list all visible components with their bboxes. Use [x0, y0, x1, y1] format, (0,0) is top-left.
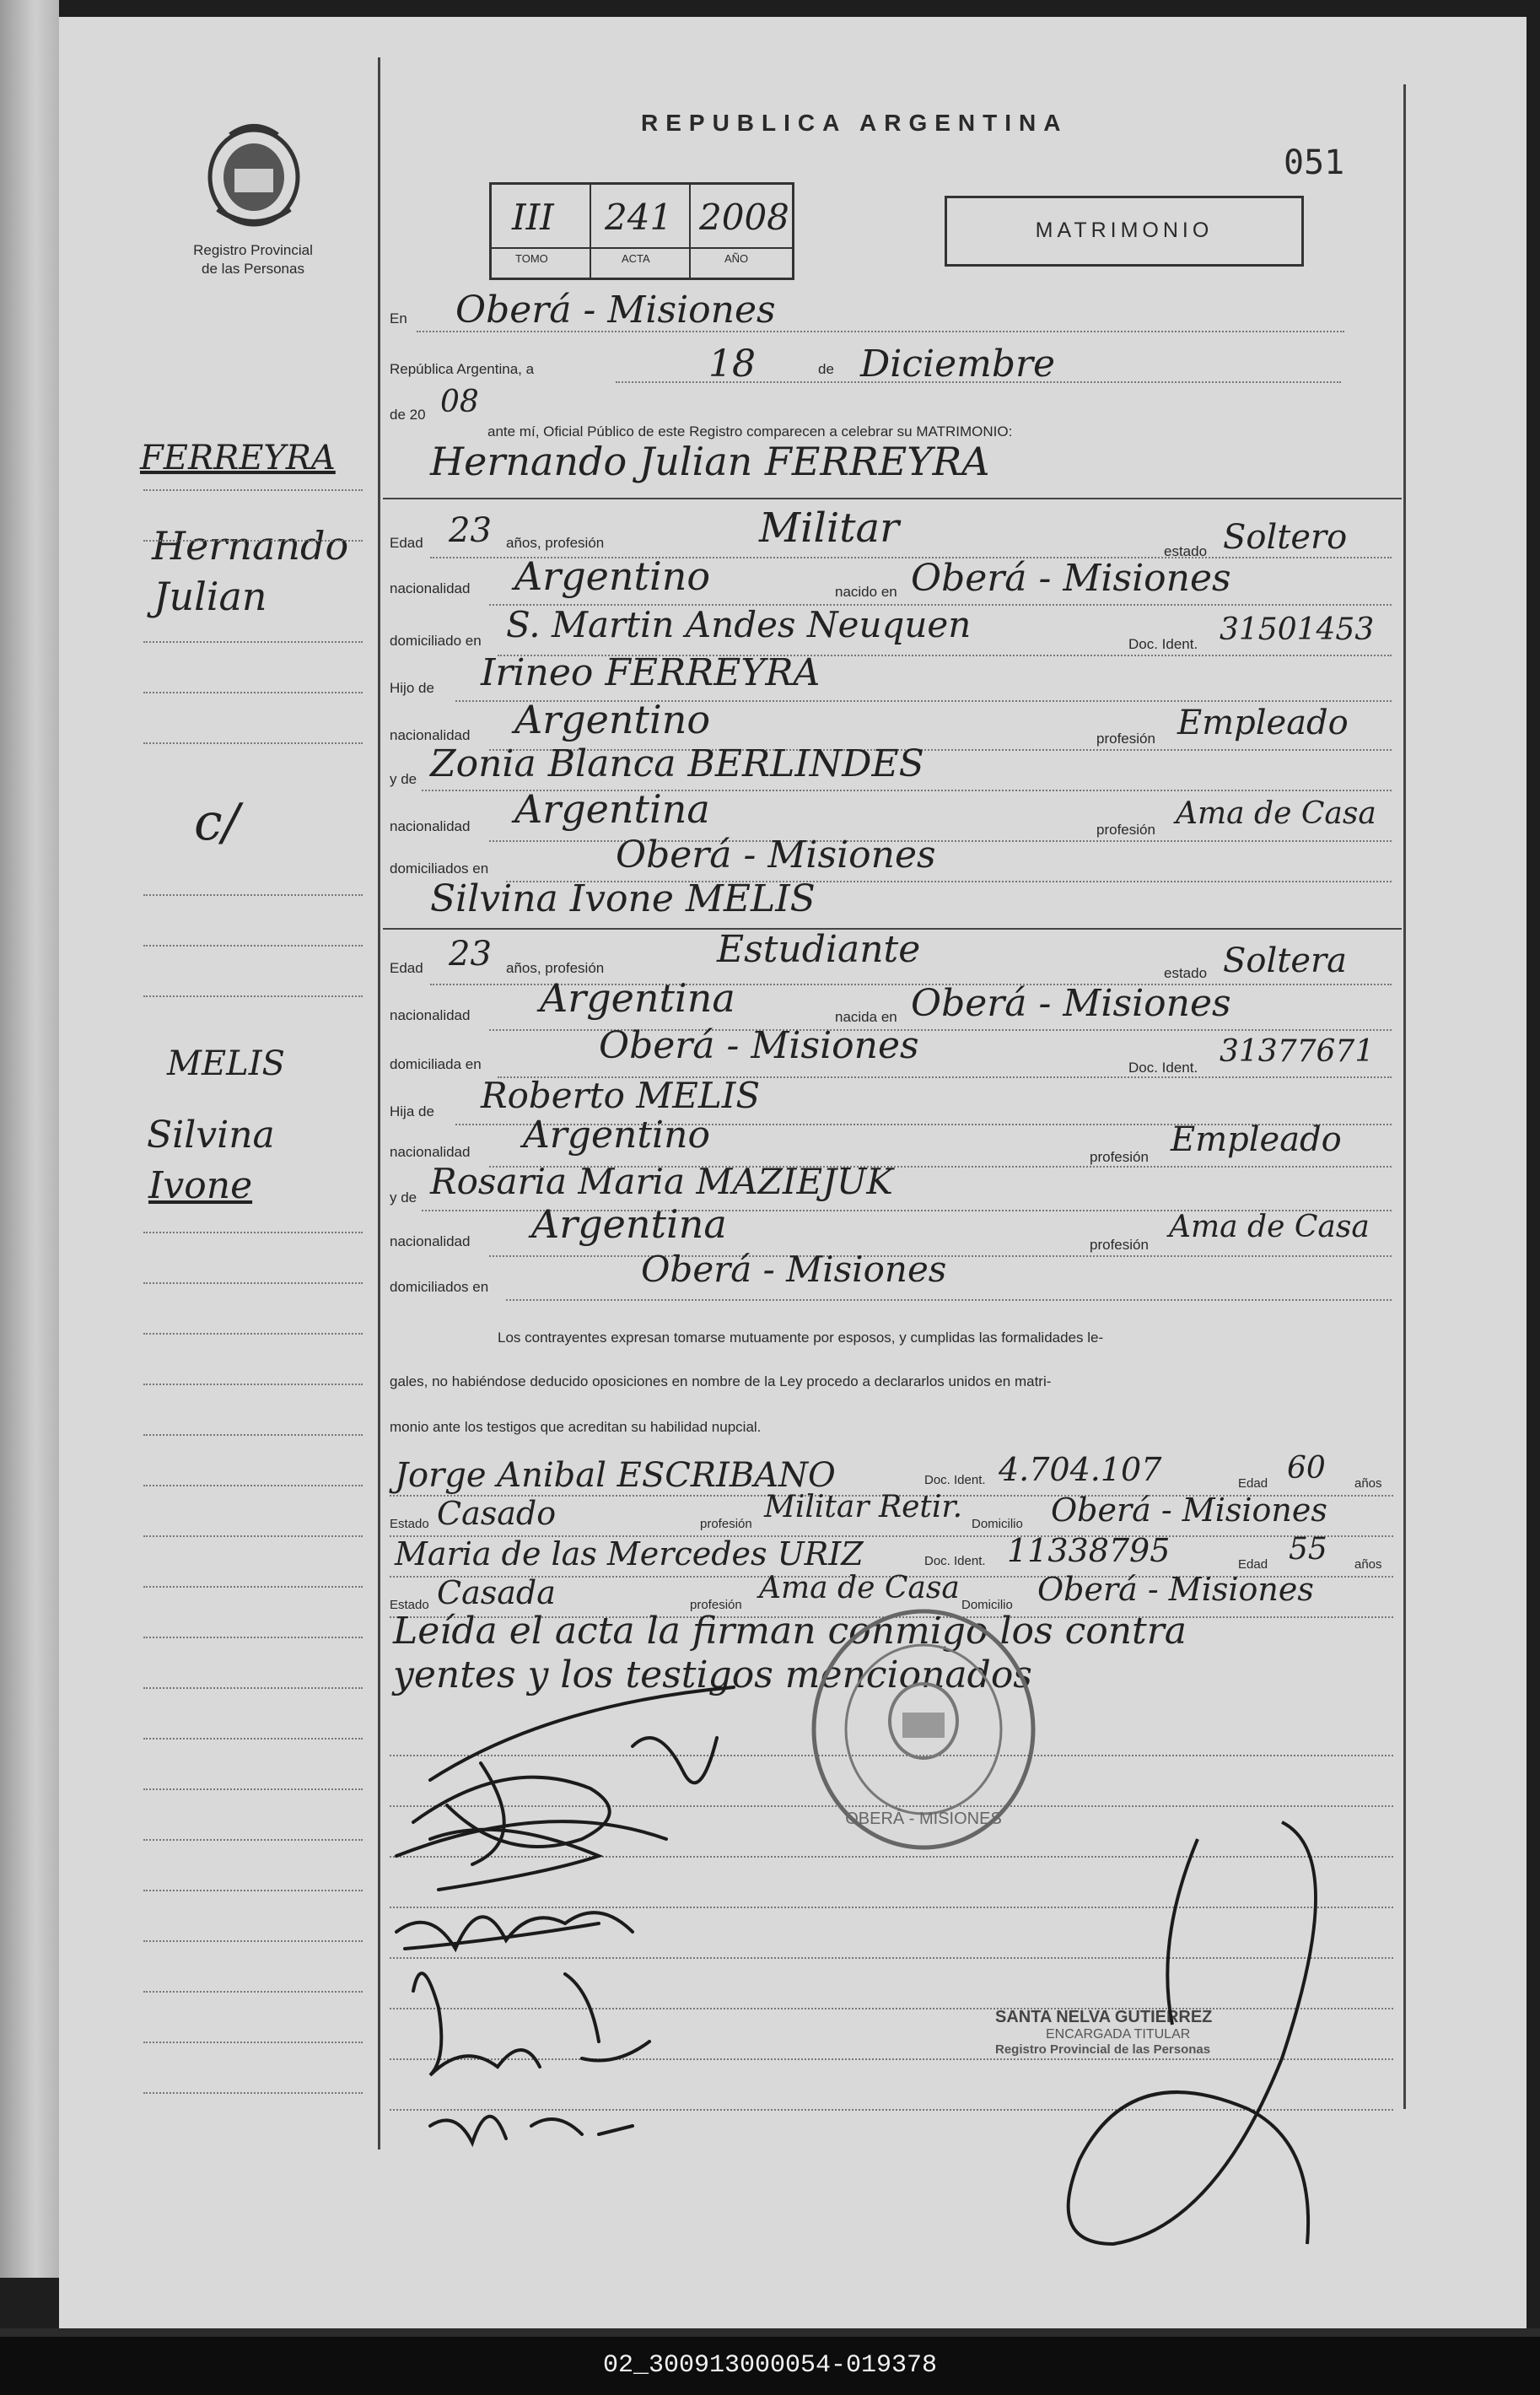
groom-nacionalidad-label: nacionalidad [390, 580, 471, 596]
bride-father-profession: Empleado [1171, 1120, 1342, 1159]
declaration-line2: gales, no habiéndose deducido oposiciones en nombre de la Ley procedo a declararlos unidos en matri- [390, 1373, 1052, 1389]
signature-bride-icon [430, 1830, 599, 1890]
witness2-estado: Casada [437, 1574, 556, 1611]
groom-mother-prof-label: profesión [1096, 822, 1155, 838]
registrar-signature-icon [1029, 1805, 1349, 2278]
witness2-doc: 11338795 [1007, 1532, 1171, 1569]
republica-label: República Argentina, a [390, 361, 535, 377]
bride-age: 23 [449, 935, 492, 974]
registrar-title: ENCARGADA TITULAR [1046, 2027, 1191, 2042]
signature-witness1-icon [396, 1912, 633, 1949]
anio-value: 2008 [699, 197, 789, 238]
bride-full-name: Silvina Ivone MELIS [430, 877, 816, 920]
declaration-line3: monio ante los testigos que acreditan su habilidad nupcial. [390, 1419, 762, 1435]
declaration-line1: Los contrayentes expresan tomarse mutuamente por esposos, y cumplidas las formalidades le- [498, 1330, 1104, 1346]
witness2-prof-label: profesión [690, 1598, 742, 1612]
bride-address: Oberá - Misiones [599, 1024, 919, 1067]
tomo-label: TOMO [515, 252, 548, 265]
bride-nationality: Argentina [540, 975, 735, 1021]
witness2-name: Maria de las Mercedes URIZ [395, 1535, 864, 1572]
official-seal-icon [801, 1603, 1046, 1856]
tomo-value: III [512, 197, 554, 238]
bride-estado-label: estado [1164, 965, 1208, 981]
groom-parents-address: Oberá - Misiones [616, 833, 936, 877]
bride-father-prof-label: profesión [1090, 1149, 1149, 1165]
witness2-age: 55 [1289, 1532, 1327, 1567]
bride-hija-label: Hija de [390, 1103, 434, 1119]
registry-office-label: Registro Provincial de las Personas [193, 242, 313, 277]
margin-connector: c/ [194, 793, 240, 852]
margin-groom-name2: Julian [153, 574, 267, 619]
bride-estado: Soltera [1223, 941, 1347, 980]
bride-mother-profession: Ama de Casa [1169, 1210, 1370, 1244]
bride-mother-nationality: Argentina [531, 1201, 727, 1247]
registrar-name: SANTA NELVA GUTIERREZ [995, 2008, 1213, 2026]
witness1-address: Oberá - Misiones [1051, 1491, 1327, 1529]
groom-mother-profession: Ama de Casa [1176, 796, 1376, 831]
witness1-anos-label: años [1354, 1476, 1382, 1491]
bride-nacida-label: nacida en [835, 1009, 897, 1025]
bride-father-nat-label: nacionalidad [390, 1144, 471, 1160]
groom-father-nationality: Argentino [514, 697, 711, 742]
margin-bride-surname: MELIS [167, 1044, 285, 1083]
coat-of-arms-icon [201, 116, 307, 235]
signature-witness2-icon [413, 1973, 649, 2075]
witness1-edad-label: Edad [1238, 1476, 1268, 1491]
witness1-profession: Militar Retir. [764, 1490, 963, 1524]
acta-label: ACTA [622, 252, 650, 265]
year-prefix: de 20 [390, 407, 426, 423]
signature-officer-icon [430, 2117, 633, 2143]
intro-day: 18 [708, 343, 756, 386]
bride-mother: Rosaria Maria MAZIEJUK [430, 1161, 893, 1202]
scan-id-footer: 02_300913000054-019378 [0, 2337, 1540, 2395]
year-suffix: 08 [440, 385, 479, 419]
groom-parents-dom-label: domiciliados en [390, 860, 489, 877]
witness1-doc-label: Doc. Ident. [924, 1473, 986, 1487]
witness1-estado-label: Estado [390, 1517, 429, 1531]
groom-doc-label: Doc. Ident. [1128, 636, 1198, 652]
en-label: En [390, 310, 407, 326]
country-title: REPUBLICA ARGENTINA [641, 110, 1069, 136]
witness2-anos-label: años [1354, 1557, 1382, 1572]
comparecen-text: ante mí, Oficial Público de este Registro comparecen a celebrar su MATRIMONIO: [487, 423, 1013, 440]
groom-yde-label: y de [390, 771, 417, 787]
witness2-edad-label: Edad [1238, 1557, 1268, 1572]
bride-domicilio-label: domiciliada en [390, 1056, 482, 1072]
groom-profesion-label: años, profesión [506, 535, 605, 551]
witness1-dom-label: Domicilio [972, 1517, 1023, 1531]
certificate-page [59, 17, 1527, 2328]
registrar-office: Registro Provincial de las Personas [995, 2042, 1211, 2057]
witness2-doc-label: Doc. Ident. [924, 1554, 986, 1568]
anio-label: AÑO [724, 252, 749, 265]
right-border [1403, 84, 1406, 2109]
signature-groom-icon [396, 1687, 734, 1864]
bride-parents-address: Oberá - Misiones [641, 1249, 947, 1290]
bride-yde-label: y de [390, 1189, 417, 1206]
groom-father: Irineo FERREYRA [481, 651, 821, 694]
witness2-profession: Ama de Casa [759, 1571, 960, 1605]
bride-parents-dom-label: domiciliados en [390, 1279, 489, 1295]
witness1-estado: Casado [437, 1495, 557, 1532]
groom-estado: Soltero [1223, 518, 1348, 557]
witness1-age: 60 [1287, 1451, 1326, 1486]
previous-page-edge [0, 0, 59, 2278]
bride-profesion-label: años, profesión [506, 960, 605, 976]
groom-nationality: Argentino [514, 553, 711, 599]
margin-bride-name1: Silvina [147, 1114, 275, 1157]
bride-father-nationality: Argentino [523, 1114, 710, 1157]
acta-value: 241 [605, 197, 673, 238]
bride-mother-nat-label: nacionalidad [390, 1233, 471, 1249]
bride-father: Roberto MELIS [481, 1075, 761, 1116]
groom-profession: Militar [759, 504, 900, 552]
bride-mother-prof-label: profesión [1090, 1237, 1149, 1253]
groom-doc: 31501453 [1220, 612, 1375, 647]
closing-line1: Leída el acta la firman conmigo los contra [393, 1610, 1187, 1653]
witness2-dom-label: Domicilio [961, 1598, 1013, 1612]
bride-doc-label: Doc. Ident. [1128, 1060, 1198, 1076]
intro-month: Diciembre [860, 343, 1056, 386]
groom-nacido-label: nacido en [835, 584, 897, 600]
groom-age: 23 [449, 511, 492, 550]
groom-edad-label: Edad [390, 535, 423, 551]
de-label: de [818, 361, 834, 377]
bride-profession: Estudiante [717, 928, 921, 971]
bride-nacionalidad-label: nacionalidad [390, 1007, 471, 1023]
bride-edad-label: Edad [390, 960, 423, 976]
groom-mother-nat-label: nacionalidad [390, 818, 471, 834]
margin-groom-surname: FERREYRA [140, 439, 336, 477]
doc-type: MATRIMONIO [1035, 218, 1214, 242]
closing-line2: yentes y los testigos mencionados [393, 1653, 1032, 1696]
seal-text: OBERÁ - MISIONES [845, 1810, 1002, 1828]
witness2-address: Oberá - Misiones [1037, 1571, 1314, 1608]
bride-birthplace: Oberá - Misiones [911, 982, 1231, 1025]
bride-doc: 31377671 [1220, 1034, 1375, 1069]
groom-mother-nationality: Argentina [514, 786, 710, 832]
groom-birthplace: Oberá - Misiones [911, 557, 1231, 600]
groom-full-name: Hernando Julian FERREYRA [430, 439, 990, 484]
page-number: 051 [1284, 143, 1345, 182]
margin-groom-name1: Hernando [152, 523, 349, 569]
doc-type-box [945, 196, 1304, 267]
groom-estado-label: estado [1164, 543, 1208, 559]
groom-father-profession: Empleado [1177, 704, 1349, 742]
groom-domicilio-label: domiciliado en [390, 633, 482, 649]
witness1-doc: 4.704.107 [999, 1451, 1162, 1488]
witness1-name: Jorge Anibal ESCRIBANO [395, 1456, 836, 1495]
margin-bride-name2: Ivone [148, 1164, 253, 1207]
groom-address: S. Martin Andes Neuquen [506, 604, 972, 645]
witness2-estado-label: Estado [390, 1598, 429, 1612]
witness1-prof-label: profesión [700, 1517, 752, 1531]
record-number-box [489, 182, 794, 280]
groom-father-nat-label: nacionalidad [390, 727, 471, 743]
groom-father-prof-label: profesión [1096, 731, 1155, 747]
signatures-group [380, 1670, 818, 2193]
groom-hijo-label: Hijo de [390, 680, 434, 696]
groom-mother: Zonia Blanca BERLINDES [430, 742, 924, 785]
intro-place: Oberá - Misiones [455, 289, 776, 332]
